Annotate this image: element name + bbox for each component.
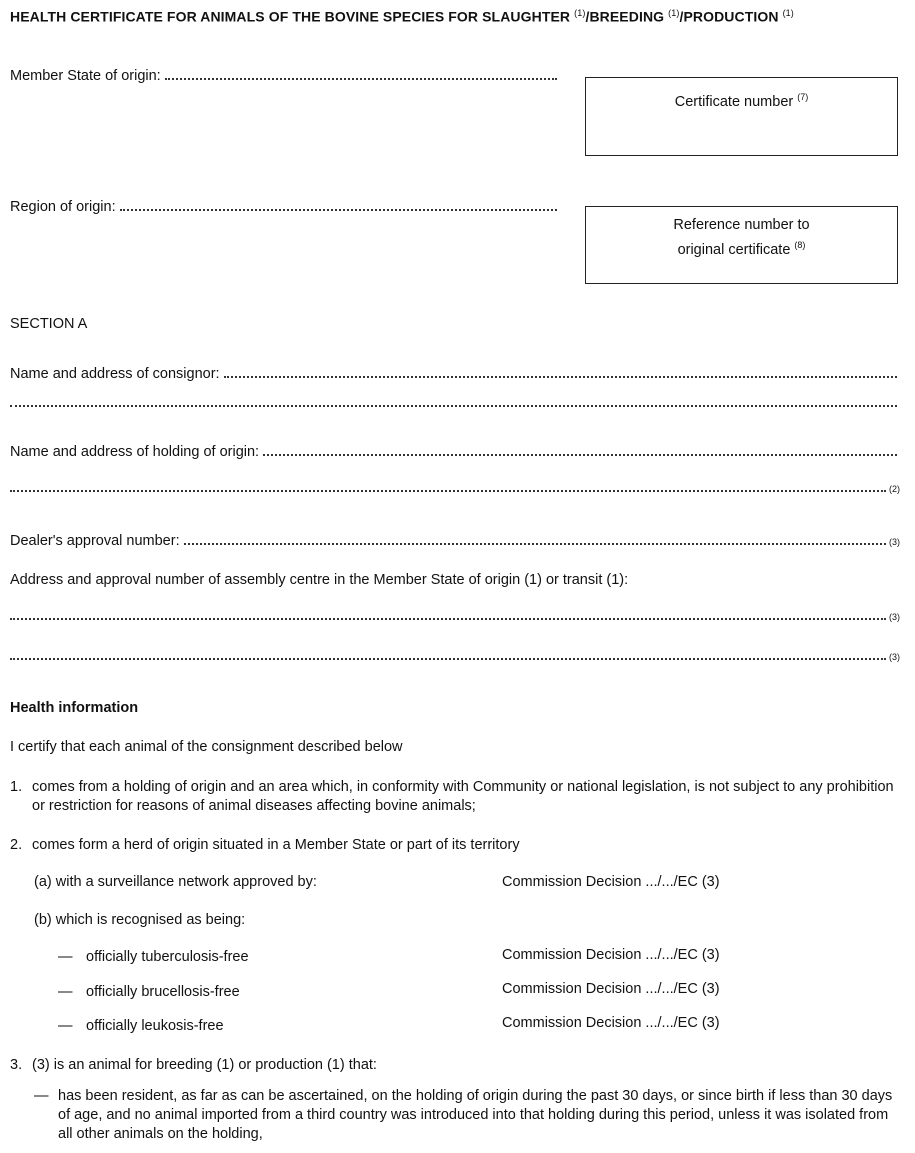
dealer-dots <box>184 542 886 545</box>
dash-mark: — <box>58 984 73 1000</box>
item-text: (3) is an animal for breeding (1) or production (1) that: <box>32 1057 377 1073</box>
leukosis-label: officially leukosis-free <box>86 1018 224 1034</box>
title-note: (1) <box>782 8 794 18</box>
item-number: 3. <box>10 1057 23 1073</box>
title-note: (1) <box>668 8 680 18</box>
assembly-note: (3) <box>889 652 900 662</box>
assembly-note: (3) <box>889 612 900 622</box>
reference-label-line1: Reference number to <box>673 217 810 233</box>
leukosis-row <box>58 1017 224 1036</box>
document-title <box>10 8 794 25</box>
health-item-2 <box>10 836 900 855</box>
dash-mark: — <box>58 949 73 965</box>
region-label: Region of origin: <box>10 199 116 215</box>
brucellosis-row <box>58 983 240 1002</box>
health-heading: Health information <box>10 700 139 716</box>
tb-row <box>58 948 249 967</box>
health-intro: I certify that each animal of the consignment described below <box>10 739 403 755</box>
dash-mark: — <box>34 1088 49 1104</box>
assembly-dots-1 <box>10 617 886 620</box>
item-number: 1. <box>10 779 23 795</box>
consignor-line2[interactable] <box>10 404 900 410</box>
item-text: comes from a holding of origin and an area which, in conformity with Community or national legislation, is not subject to any prohibition or restriction for reasons of animal diseases affecting bovine animals; <box>32 779 894 814</box>
item-2a-decision: Commission Decision .../.../EC (3) <box>502 874 720 890</box>
brucellosis-label: officially brucellosis-free <box>86 984 240 1000</box>
region-field[interactable] <box>10 199 560 215</box>
tb-decision: Commission Decision .../.../EC (3) <box>502 947 720 963</box>
item-2a-label: (a) with a surveillance network approved by: <box>34 874 317 890</box>
dealer-note: (3) <box>889 537 900 547</box>
dash-mark: — <box>58 1018 73 1034</box>
item-text: comes form a herd of origin situated in a Member State or part of its territory <box>32 837 520 853</box>
brucellosis-decision: Commission Decision .../.../EC (3) <box>502 981 720 997</box>
section-a-heading: SECTION A <box>10 316 88 332</box>
holding-label: Name and address of holding of origin: <box>10 444 260 460</box>
dealer-label: Dealer's approval number: <box>10 533 180 549</box>
item-number: 2. <box>10 837 23 853</box>
certificate-number-note: (7) <box>797 92 809 102</box>
title-production: /PRODUCTION <box>679 8 779 25</box>
health-item-1 <box>10 778 900 816</box>
holding-dots <box>263 453 897 456</box>
tb-label: officially tuberculosis-free <box>86 949 249 965</box>
leukosis-decision: Commission Decision .../.../EC (3) <box>502 1015 720 1031</box>
holding-note: (2) <box>889 484 900 494</box>
assembly-dots-2 <box>10 657 886 660</box>
health-item-3 <box>10 1056 900 1075</box>
certificate-number-label: Certificate number <box>674 93 794 110</box>
certificate-number-box[interactable] <box>585 77 898 156</box>
item-2b-label: (b) which is recognised as being: <box>34 912 246 928</box>
consignor-field[interactable] <box>10 366 900 382</box>
reference-note: (8) <box>794 240 806 250</box>
dealer-field[interactable] <box>10 533 900 549</box>
title-breeding: /BREEDING <box>585 8 665 25</box>
item-3-clause-text: has been resident, as far as can be ascertained, on the holding of origin during the past 30 days, or since birth if less than 30 days of age, and no animal imported from a third country was introduced into that holding during this period, unless it was isolated from all other animals on the holding, <box>58 1088 893 1142</box>
member-state-field[interactable] <box>10 68 560 84</box>
assembly-label: Address and approval number of assembly centre in the Member State of origin (1) or transit (1): <box>10 572 629 588</box>
holding-dots-2 <box>10 489 886 492</box>
reference-label-line2: original certificate <box>677 241 791 258</box>
reference-number-box[interactable] <box>585 206 898 284</box>
item-3-dash-clause <box>34 1087 900 1144</box>
assembly-line2[interactable] <box>10 652 900 663</box>
assembly-line1[interactable] <box>10 612 900 623</box>
holding-line2[interactable] <box>10 484 900 495</box>
member-state-label: Member State of origin: <box>10 68 161 84</box>
title-text: HEALTH CERTIFICATE FOR ANIMALS OF THE BOVINE SPECIES FOR SLAUGHTER <box>10 8 571 25</box>
consignor-dots-2 <box>10 404 897 407</box>
holding-field[interactable] <box>10 444 900 460</box>
title-note: (1) <box>574 8 586 18</box>
member-state-dots <box>165 77 557 80</box>
region-dots <box>120 208 557 211</box>
consignor-label: Name and address of consignor: <box>10 366 220 382</box>
consignor-dots <box>224 375 897 378</box>
